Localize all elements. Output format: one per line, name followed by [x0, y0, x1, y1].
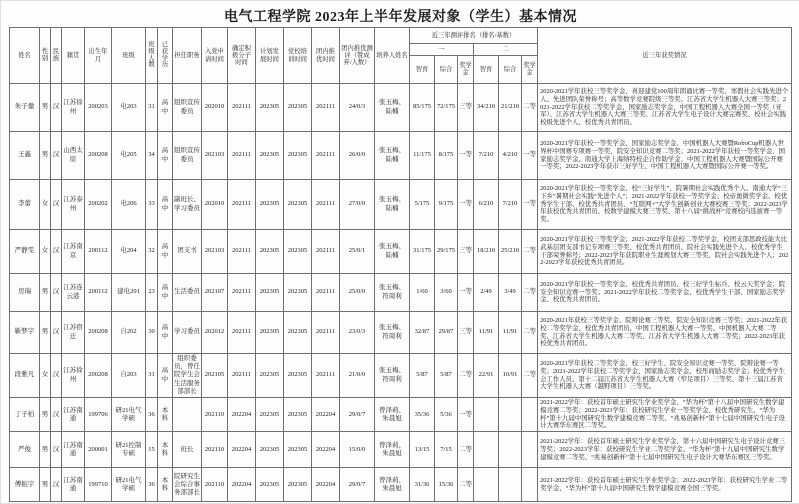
header-cell-year-two: 二: [474, 44, 538, 56]
cell-y1-zonghe: 7/15: [435, 432, 458, 468]
cell-size: 33: [146, 180, 158, 230]
cell-native: 江苏徐州: [62, 84, 85, 132]
table-row: [10, 180, 792, 230]
cell-y1-zhiyu: 5/175: [410, 180, 435, 230]
cell-t-plan: 202305: [256, 132, 284, 180]
header-cell-size: 班级人数: [146, 28, 158, 84]
cell-eval: 15/0/0: [340, 432, 375, 468]
cell-t-activist: 202204: [228, 468, 256, 502]
cell-edu: 高中: [158, 354, 173, 398]
cell-y1-jxj: 二等: [458, 432, 474, 468]
table-row: [10, 468, 792, 502]
cell-t-league: 202111: [312, 84, 340, 132]
cell-awards: 2021-2022学年：获校首年硕士研究生学业奖学金、第十六届中国研究生电子设计竞赛三等奖；2022-2023学年：获校研究生学业二等奖学金、“华为杯”第十九届中国研究生数学建模竞赛二等奖、“兆易创新杯”第十七届中国研究生电子设计大赛华东赛区三等奖。: [538, 432, 792, 468]
cell-eval: 25/0/1: [340, 230, 375, 274]
cell-class-name: 研21控制专硕: [112, 432, 146, 468]
cell-awards: 2021-2022学年：获校首年硕士研究生学业奖学金；2022-2023学年：获校研究生学业二等奖学金、“华为杯”第十九届中国研究生数学建模竞赛全国三等奖。: [538, 468, 792, 502]
table-row: [10, 354, 792, 398]
cell-y2-zonghe: 25/210: [499, 230, 522, 274]
cell-t-league: 202111: [312, 274, 340, 312]
cell-awards: 2020-2021学年获校一等奖学金、校“三好学生”、院暑期社会实践优秀个人、南通大学“三下乡”暑期社会实践“先进个人”；2021-2022学年获校一等奖学金、校帝奥微奖学金、校优秀学生干部、校优秀共青团员、“互联网+”大学生创新创业大赛校赛三等奖；2022-2023学年获校优秀共青团员、校数学建模大赛三等奖、第十八届“挑战杯”竞赛校内选拔赛一等奖。: [538, 180, 792, 230]
cell-y1-jxj: 三等: [458, 230, 474, 274]
cell-y2-zonghe: 21/210: [499, 84, 522, 132]
cell-birth: 199706: [85, 398, 112, 432]
cell-t-league: 202111: [312, 132, 340, 180]
cell-y1-zonghe: 29/175: [435, 230, 458, 274]
cell-y2-jxj: 二等: [522, 230, 538, 274]
cell-y1-jxj: 一等: [458, 132, 474, 180]
cell-edu: 高中: [158, 84, 173, 132]
cell-y2-zonghe: 11/91: [499, 312, 522, 354]
cell-t-league: 202111: [312, 180, 340, 230]
page-title: 电气工程学院 2023年上半年发展对象（学生）基本情况: [224, 10, 577, 25]
cell-y2-zhiyu: 11/91: [474, 312, 499, 354]
cell-birth: 200208: [85, 312, 112, 354]
cell-position: 生活委员: [173, 274, 202, 312]
cell-y1-zhiyu: 5/87: [410, 354, 435, 398]
cell-t-school: 202305: [284, 312, 312, 354]
cell-t-school: 202305: [284, 354, 312, 398]
cell-cultivator: 张玉梅、陆楠: [375, 230, 410, 274]
cell-y2-jxj: 二等: [522, 312, 538, 354]
cell-awards: 2020-2021学年获校三等奖学金；2021-2022学年获校二等奖学金、校团支部思政技能大比武基层团支部书记专项赛三等奖、校优秀共青团员、院社会实践先进个人、校优秀学生干部荣誉称号；2022-2023学年获院职业生涯规划大赛三等奖、院社会实践先进个人；2022-2023学年获校优秀共青团员。: [538, 230, 792, 274]
cell-size: 34: [146, 132, 158, 180]
header-cell-native: 籍贯: [62, 28, 85, 84]
cell-birth: 200112: [85, 274, 112, 312]
cell-native: 江苏宿迁: [62, 312, 85, 354]
cell-y1-zhiyu: 35/36: [410, 398, 435, 432]
cell-cultivator: 张玉梅、陆楠: [375, 84, 410, 132]
cell-sex: 男: [40, 432, 51, 468]
cell-name: 李蕾: [10, 180, 40, 230]
cell-y2-jxj: 二等: [522, 354, 538, 398]
cell-class-name: 电204: [112, 230, 146, 274]
cell-t-apply: 202103: [202, 132, 228, 180]
cell-y2-zhiyu: 7/210: [474, 132, 499, 180]
cell-y2-zhiyu: 2/49: [474, 274, 499, 312]
cell-ethnic: 汉: [51, 84, 62, 132]
cell-t-activist: 202111: [228, 312, 256, 354]
cell-edu: 高中: [158, 230, 173, 274]
cell-y2-zonghe: [499, 468, 522, 502]
header-cell-zhiyu-1: 智育: [410, 56, 435, 84]
cell-t-league: 202204: [312, 432, 340, 468]
cell-y2-zhiyu: [474, 398, 499, 432]
header-cell-cultivator: 培养人姓名: [375, 28, 410, 84]
cell-position: 学习委员: [173, 312, 202, 354]
cell-size: 36: [146, 398, 158, 432]
cell-y2-zhiyu: 34/210: [474, 84, 499, 132]
header-cell-zonghe-1: 综合: [435, 56, 458, 84]
header-cell-class: 班级: [112, 28, 146, 84]
cell-size: 31: [146, 354, 158, 398]
cell-awards: 2020-2021年获校三等奖学金、院辩论赛三等奖、院安全知识竞赛三等奖；2021-2022年获校二等奖学金、校优秀共青团员、中国工程机器人大赛一等奖、中国机器人大赛二等奖、江苏省大学生机器人大赛二等奖、江苏省大学生机器人大赛二等奖；2022-2023年获校优秀共青团员。: [538, 312, 792, 354]
cell-y2-zhiyu: [474, 468, 499, 502]
cell-y2-zhiyu: 18/210: [474, 230, 499, 274]
cell-birth: 200203: [85, 84, 112, 132]
cell-class-name: 研21电气学硕: [112, 398, 146, 432]
cell-y2-jxj: 一等: [522, 132, 538, 180]
cell-t-apply: 202010: [202, 84, 228, 132]
cell-eval: 23/0/3: [340, 312, 375, 354]
cell-awards: 2020-2021学年获校一等奖学金、校优秀共青团员、校三好学生标兵、校云天奖学金；院安全知识竞赛一等奖；2021-2022学年获校二等奖学金、校优秀学生干部、国家励志奖学金、校优秀共青团员。: [538, 274, 792, 312]
cell-edu: 本科: [158, 432, 173, 468]
header-cell-zhiyu-2: 智育: [474, 56, 499, 84]
cell-y1-zonghe: 8/175: [435, 132, 458, 180]
cell-sex: 男: [40, 398, 51, 432]
cell-eval: 25/0/0: [340, 274, 375, 312]
cell-t-plan: 202305: [256, 432, 284, 468]
cell-name: 房瑞: [10, 274, 40, 312]
cell-eval: 29/0/7: [340, 468, 375, 502]
cell-y1-zhiyu: 32/87: [410, 312, 435, 354]
cell-y2-zonghe: 10/91: [499, 354, 522, 398]
cell-awards: 2020-2021学年获校三等奖学金、喜迎建党100周年朗诵比赛一等奖、寒假社会实践先进个人、先进团队荣誉称号；高等数学竞赛院级三等奖、江苏省大学生机器人大赛三等奖；2021-2022学年获校二等奖学金、国家励志奖学金、中国工程机器人大赛全国一等奖（亚军）、江苏省大学生机器人大赛三等奖、江苏省大学生电子设计大赛完赛奖、校社会实践校级先进个人、校优秀共青团员。: [538, 84, 792, 132]
cell-eval: 27/0/0: [340, 180, 375, 230]
cell-t-activist: 202204: [228, 432, 256, 468]
cell-cultivator: 张玉梅、陆楠: [375, 180, 410, 230]
cell-y1-zhiyu: 11/175: [410, 132, 435, 180]
cell-eval: 26/0/0: [340, 132, 375, 180]
cell-native: 江苏南通: [62, 398, 85, 432]
cell-eval: 21/0/0: [340, 354, 375, 398]
header-cell-birth: 出生年月: [85, 28, 112, 84]
header-cell-school-time: 党校培训时间: [284, 28, 312, 84]
header-cell-scholarship-1: 奖学金: [458, 56, 474, 84]
cell-class-name: 电206: [112, 180, 146, 230]
cell-position: 组织委员，曾任院学生会生活服务部部长: [173, 354, 202, 398]
cell-t-league: 202111: [312, 312, 340, 354]
cell-position: 组织宣传委员: [173, 84, 202, 132]
cell-cultivator: 张玉梅、陆楠: [375, 132, 410, 180]
header-cell-eval: 团内推优测评（赞成弃/人数）: [340, 28, 375, 84]
cell-t-activist: 202111: [228, 180, 256, 230]
cell-y2-jxj: 一等: [522, 180, 538, 230]
cell-sex: 男: [40, 312, 51, 354]
cell-sex: 女: [40, 230, 51, 274]
cell-cultivator: 张玉梅、符周利: [375, 312, 410, 354]
cell-name: 严静雯: [10, 230, 40, 274]
cell-y2-jxj: [522, 432, 538, 468]
cell-y1-jxj: 二等: [458, 354, 474, 398]
cell-ethnic: 汉: [51, 468, 62, 502]
cell-eval: 29/0/7: [340, 398, 375, 432]
table-row: [10, 398, 792, 432]
cell-awards: 2020-2021学年获校二等奖学金、校三好学生、院安全知识竞赛一等奖、院辩论赛一等奖；2021-2022学年获校二等奖学金、国家励志奖学金、校彤商励志奖学金；校优秀学生会工作人员、第十二届江苏省大学生机器人大赛（窄足项目）三等奖、第十三届江苏省大学生机器人大赛（越野项目）三等奖。: [538, 354, 792, 398]
cell-y1-jxj: 三等: [458, 84, 474, 132]
cell-native: 江苏南通: [62, 432, 85, 468]
cell-size: 31: [146, 84, 158, 132]
cell-t-apply: 202105: [202, 354, 228, 398]
cell-y1-zonghe: 15/36: [435, 468, 458, 502]
header-cell-plan-time: 计划发展时间: [256, 28, 284, 84]
cell-name: 丁子柏: [10, 398, 40, 432]
cell-ethnic: 汉: [51, 132, 62, 180]
cell-t-apply: 202110: [202, 468, 228, 502]
cell-y1-zonghe: 9/175: [435, 180, 458, 230]
cell-name: 靳梦宇: [10, 312, 40, 354]
cell-name: 严俊: [10, 432, 40, 468]
cell-t-school: 202305: [284, 132, 312, 180]
cell-birth: 199710: [85, 468, 112, 502]
cell-name: 朱子徹: [10, 84, 40, 132]
cell-y1-zonghe: 5/87: [435, 354, 458, 398]
cell-sex: 男: [40, 84, 51, 132]
cell-y1-jxj: 一等: [458, 180, 474, 230]
cell-birth: 200001: [85, 432, 112, 468]
cell-class-name: 自203: [112, 354, 146, 398]
header-cell-apply-time: 入党申请时间: [202, 28, 228, 84]
cell-name: 傅振宇: [10, 468, 40, 502]
cell-y1-jxj: 一等: [458, 274, 474, 312]
table-row: [10, 132, 792, 180]
cell-birth: 200208: [85, 354, 112, 398]
cell-class-name: 电203: [112, 84, 146, 132]
cell-class-name: 电205: [112, 132, 146, 180]
cell-t-apply: 202107: [202, 274, 228, 312]
cell-position: 组织宣传委员: [173, 132, 202, 180]
cell-size: 15: [146, 432, 158, 468]
cell-t-apply: 202010: [202, 180, 228, 230]
cell-t-activist: 202111: [228, 274, 256, 312]
cell-t-activist: 202204: [228, 398, 256, 432]
header-cell-activist-time: 确定积极分子时间: [228, 28, 256, 84]
cell-sex: 男: [40, 274, 51, 312]
cell-ethnic: 汉: [51, 354, 62, 398]
cell-cultivator: 曾泽莉、朱晨旭: [375, 468, 410, 502]
cell-native: 江苏徐州: [62, 354, 85, 398]
cell-sex: 男: [40, 132, 51, 180]
cell-t-activist: 202111: [228, 230, 256, 274]
cell-size: 30: [146, 312, 158, 354]
cell-birth: 200208: [85, 132, 112, 180]
cell-t-school: 202305: [284, 180, 312, 230]
cell-native: 江苏南京: [62, 230, 85, 274]
cell-y2-jxj: 二等: [522, 274, 538, 312]
cell-y2-zhiyu: 22/91: [474, 354, 499, 398]
cell-y1-zhiyu: 85/175: [410, 84, 435, 132]
header-cell-scholarship-2: 奖学金: [522, 56, 538, 84]
cell-position: [173, 398, 202, 432]
cell-t-school: 202305: [284, 468, 312, 502]
cell-t-apply: 202103: [202, 230, 228, 274]
cell-awards: 2021-2022学年：获校首年硕士研究生学业奖学金、“华为杯”第十八届中国研究生数学建模竞赛二等奖；2022-2023学年：获校研究生学业一等奖学金、校优秀研究生、“华为杯”第十九届中国研究生数学建模竞赛二等奖、“兆易创新杯”第十七届中国研究生电子设计大赛华东赛区二等奖。: [538, 398, 792, 432]
cell-y2-zonghe: 7/210: [499, 180, 522, 230]
cell-cultivator: 张玉梅、符周利: [375, 274, 410, 312]
cell-size: 23: [146, 274, 158, 312]
cell-t-apply: 202110: [202, 398, 228, 432]
header-cell-zonghe-2: 综合: [499, 56, 522, 84]
header-cell-ethnic: 民族: [51, 28, 62, 84]
header-cell-year-one: 一: [410, 44, 474, 56]
table-header: [10, 28, 792, 84]
cell-y2-jxj: [522, 398, 538, 432]
cell-class-name: 建电201: [112, 274, 146, 312]
cell-t-league: 202204: [312, 398, 340, 432]
cell-y1-zhiyu: 31/36: [410, 468, 435, 502]
cell-t-school: 202305: [284, 398, 312, 432]
cell-t-league: 202204: [312, 468, 340, 502]
cell-native: 江苏泰州: [62, 180, 85, 230]
cell-y1-zonghe: 29/87: [435, 312, 458, 354]
cell-y2-jxj: 二等: [522, 84, 538, 132]
cell-native: 江苏连云港: [62, 274, 85, 312]
cell-y2-zhiyu: [474, 432, 499, 468]
cell-y2-zhiyu: 6/210: [474, 180, 499, 230]
cell-size: 36: [146, 468, 158, 502]
cell-birth: 200202: [85, 180, 112, 230]
cell-t-plan: 202305: [256, 354, 284, 398]
cell-ethnic: 汉: [51, 274, 62, 312]
cell-sex: 女: [40, 354, 51, 398]
header-cell-edu: 已获学历: [158, 28, 173, 84]
cell-size: 32: [146, 230, 158, 274]
cell-cultivator: 曾泽莉、朱晨旭: [375, 398, 410, 432]
cell-ethnic: 汉: [51, 180, 62, 230]
cell-ethnic: 汉: [51, 312, 62, 354]
cell-t-plan: 202305: [256, 274, 284, 312]
table-row: [10, 274, 792, 312]
cell-ethnic: 汉: [51, 398, 62, 432]
cell-t-activist: 202111: [228, 354, 256, 398]
cell-t-plan: 202305: [256, 180, 284, 230]
cell-t-plan: 202305: [256, 312, 284, 354]
cell-position: 团支书: [173, 230, 202, 274]
cell-t-league: 202111: [312, 354, 340, 398]
cell-y1-zhiyu: 31/175: [410, 230, 435, 274]
cell-name: 段雅凡: [10, 354, 40, 398]
cell-sex: 男: [40, 468, 51, 502]
cell-y2-jxj: [522, 468, 538, 502]
cell-y2-zonghe: 4/210: [499, 132, 522, 180]
cell-y1-zhiyu: 1/60: [410, 274, 435, 312]
table-body: [10, 84, 792, 502]
cell-position: 院研究生会综合事务部部长: [173, 468, 202, 502]
cell-edu: 本科: [158, 468, 173, 502]
cell-t-activist: 202111: [228, 84, 256, 132]
cell-t-school: 202305: [284, 84, 312, 132]
cell-y1-zhiyu: 13/15: [410, 432, 435, 468]
cell-y1-jxj: 三等: [458, 312, 474, 354]
cell-y1-zonghe: 5/36: [435, 398, 458, 432]
cell-cultivator: 曾泽莉、朱晨旭: [375, 432, 410, 468]
cell-birth: 200112: [85, 230, 112, 274]
cell-position: 副班长、学习委员: [173, 180, 202, 230]
cell-y2-zonghe: 3/49: [499, 274, 522, 312]
cell-class-name: 研21电气学硕: [112, 468, 146, 502]
cell-t-league: 202111: [312, 230, 340, 274]
cell-t-school: 202305: [284, 274, 312, 312]
cell-awards: 2020-2021学年获校一等奖学金、国家励志奖学金、中国机器人大赛暨RoboCup机器人世界杯中国赛专项赛一等奖、院安全知识竞赛二等奖；2021-2022学年获校一等奖学金、国家励志奖学金、南通大学上海纳特校企合作助学金、中国工程机器人大赛暨国际公开赛一等奖；2022-2023学年获市三好学生、中国工程机器人大赛暨国际公开赛一等奖。: [538, 132, 792, 180]
cell-t-activist: 202111: [228, 132, 256, 180]
table-row: [10, 84, 792, 132]
cell-y1-jxj: 二等: [458, 468, 474, 502]
cell-edu: 高中: [158, 312, 173, 354]
cell-y1-zonghe: 72/175: [435, 84, 458, 132]
cell-t-apply: 202110: [202, 432, 228, 468]
cell-y2-zonghe: [499, 398, 522, 432]
cell-position: 班长: [173, 432, 202, 468]
cell-class-name: 自202: [112, 312, 146, 354]
cell-t-plan: 202305: [256, 230, 284, 274]
cell-t-school: 202305: [284, 432, 312, 468]
cell-y2-zonghe: [499, 432, 522, 468]
header-cell-name: 姓名: [10, 28, 40, 84]
cell-t-apply: 202012: [202, 312, 228, 354]
cell-name: 王鑫: [10, 132, 40, 180]
students-table: [9, 27, 792, 502]
cell-edu: 高中: [158, 274, 173, 312]
cell-t-plan: 202305: [256, 398, 284, 432]
header-cell-rank-group: 近三年测评排名（排名/基数）: [410, 28, 538, 44]
cell-sex: 女: [40, 180, 51, 230]
header-cell-sex: 性别: [40, 28, 51, 84]
table-row: [10, 230, 792, 274]
cell-cultivator: 张玉梅、符周利: [375, 354, 410, 398]
cell-eval: 24/0/3: [340, 84, 375, 132]
cell-t-plan: 202305: [256, 84, 284, 132]
cell-native: 江苏南通: [62, 468, 85, 502]
header-cell-league-time: 团内推优时间: [312, 28, 340, 84]
cell-y1-jxj: 一等: [458, 398, 474, 432]
cell-t-school: 202305: [284, 230, 312, 274]
table-row: [10, 432, 792, 468]
header-cell-awards: 近三年获奖情况: [538, 28, 792, 84]
header-cell-position: 担任职务: [173, 28, 202, 84]
cell-ethnic: 汉: [51, 230, 62, 274]
cell-t-plan: 202305: [256, 468, 284, 502]
cell-edu: 高中: [158, 132, 173, 180]
cell-y1-zonghe: 3/60: [435, 274, 458, 312]
table-row: [10, 312, 792, 354]
cell-ethnic: 汉: [51, 432, 62, 468]
cell-edu: 本科: [158, 398, 173, 432]
cell-native: 山西太原: [62, 132, 85, 180]
cell-edu: 高中: [158, 180, 173, 230]
